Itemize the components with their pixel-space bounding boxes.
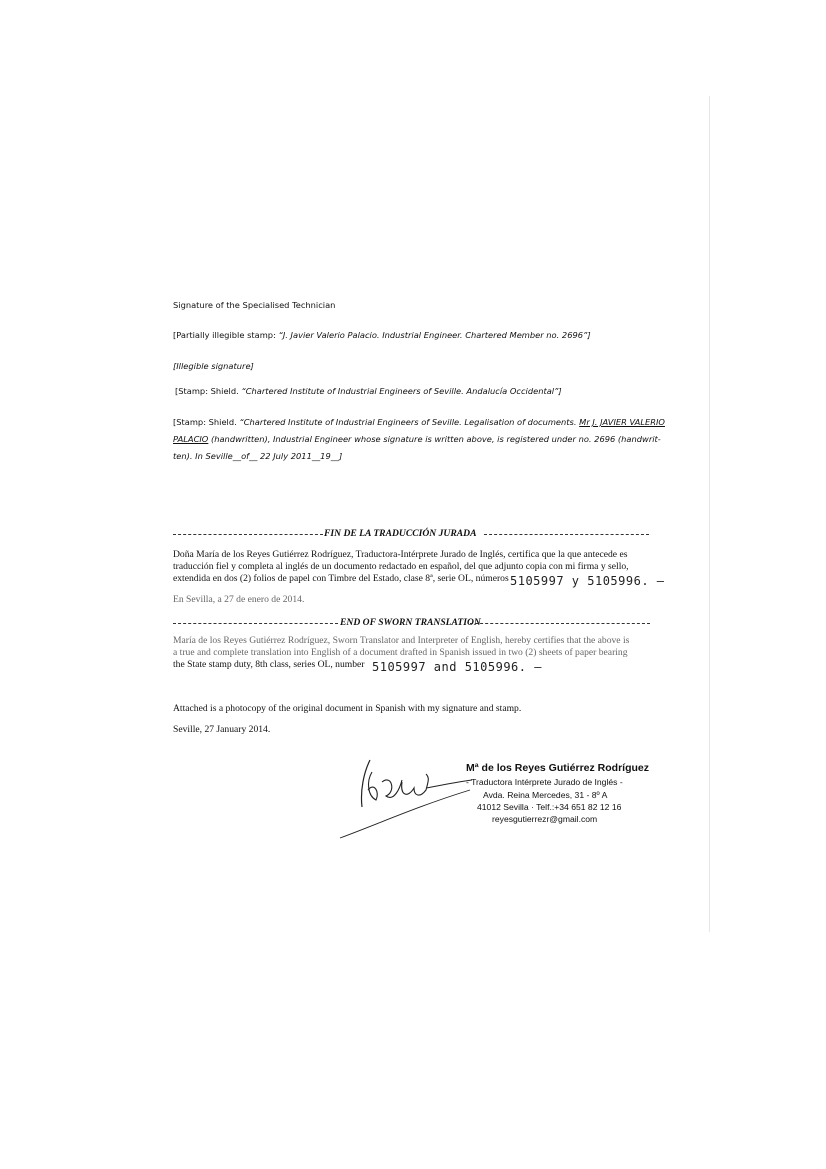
handwritten-signature xyxy=(338,752,478,842)
stamp3-name-b: PALACIO xyxy=(173,434,209,444)
stamp1-text: “J. Javier Valerio Palacio. Industrial Engineer. Chartered Member no. 2696”] xyxy=(278,330,591,340)
separator-left-1 xyxy=(173,534,323,535)
stamp-partially-illegible xyxy=(173,330,591,340)
english-line-3: the State stamp duty, 8th class, series OL, number xyxy=(173,659,365,670)
seville-date: Seville, 27 January 2014. xyxy=(173,724,271,735)
spanish-heading: FIN DE LA TRADUCCIÓN JURADA xyxy=(324,528,477,539)
technician-signature-title: Signature of the Specialised Technician xyxy=(173,300,336,310)
stamp-translator-role: - Traductora Intérprete Jurado de Inglés - xyxy=(466,777,623,787)
illegible-signature-note: [Illegible signature] xyxy=(173,361,254,371)
stamp-translator-email: reyesgutierrezr@gmail.com xyxy=(492,814,598,824)
spanish-line-2: traducción fiel y completa al inglés de un documento redactado en español, del que adjunto copia con mi firma y sello, xyxy=(173,561,629,572)
stamp1-prefix: [Partially illegible stamp: xyxy=(173,330,279,340)
stamp-shield-2-line2 xyxy=(173,434,661,444)
separator-right-1 xyxy=(484,534,649,535)
spanish-line-1: Doña María de los Reyes Gutiérrez Rodríguez, Traductora-Intérprete Jurado de Inglés, certifica que la que antecede es xyxy=(173,549,628,560)
attached-note: Attached is a photocopy of the original document in Spanish with my signature and stamp. xyxy=(173,703,522,714)
english-heading: END OF SWORN TRANSLATION xyxy=(340,617,481,628)
stamp-translator-city-phone: 41012 Sevilla · Telf.:+34 651 82 12 16 xyxy=(477,802,622,812)
stamp-shield-2-line1 xyxy=(173,417,665,427)
stamp-shield-1 xyxy=(175,386,562,396)
stamp-shield-2-line3: ten). In Seville__of__ 22 July 2011__19__] xyxy=(173,451,343,461)
spanish-line-3: extendida en dos (2) folios de papel con Timbre del Estado, clase 8ª, serie OL, números xyxy=(173,573,509,584)
stamp3-text-a: “Chartered Institute of Industrial Engineers of Seville. Legalisation of documents. xyxy=(239,417,580,427)
english-line-2: a true and complete translation into English of a document drafted in Spanish issued in two (2) sheets of paper bearing xyxy=(173,647,628,658)
separator-right-2 xyxy=(470,623,650,624)
english-handwritten-numbers: 5105997 and 5105996. — xyxy=(372,660,542,674)
stamp3-text-b: (handwritten), Industrial Engineer whose signature is written above, is registered under no. 2696 (handwrit- xyxy=(208,434,661,444)
english-line-1: María de los Reyes Gutiérrez Rodríguez, Sworn Translator and Interpreter of English, hereby certifies that the above is xyxy=(173,635,630,646)
spanish-handwritten-numbers: 5105997 y 5105996. – xyxy=(510,574,665,588)
stamp-translator-address: Avda. Reina Mercedes, 31 - 8º A xyxy=(483,790,608,800)
spanish-date: En Sevilla, a 27 de enero de 2014. xyxy=(173,594,305,605)
stamp-translator-name: Mª de los Reyes Gutiérrez Rodríguez xyxy=(466,762,650,774)
stamp2-text: “Chartered Institute of Industrial Engineers of Seville. Andalucía Occidental”] xyxy=(241,386,562,396)
page-edge-divider xyxy=(709,96,710,932)
separator-left-2 xyxy=(173,623,338,624)
stamp3-prefix: [Stamp: Shield. xyxy=(173,417,240,427)
stamp2-prefix: [Stamp: Shield. xyxy=(175,386,242,396)
stamp3-name-a: Mr J. JAVIER VALERIO xyxy=(579,417,665,427)
